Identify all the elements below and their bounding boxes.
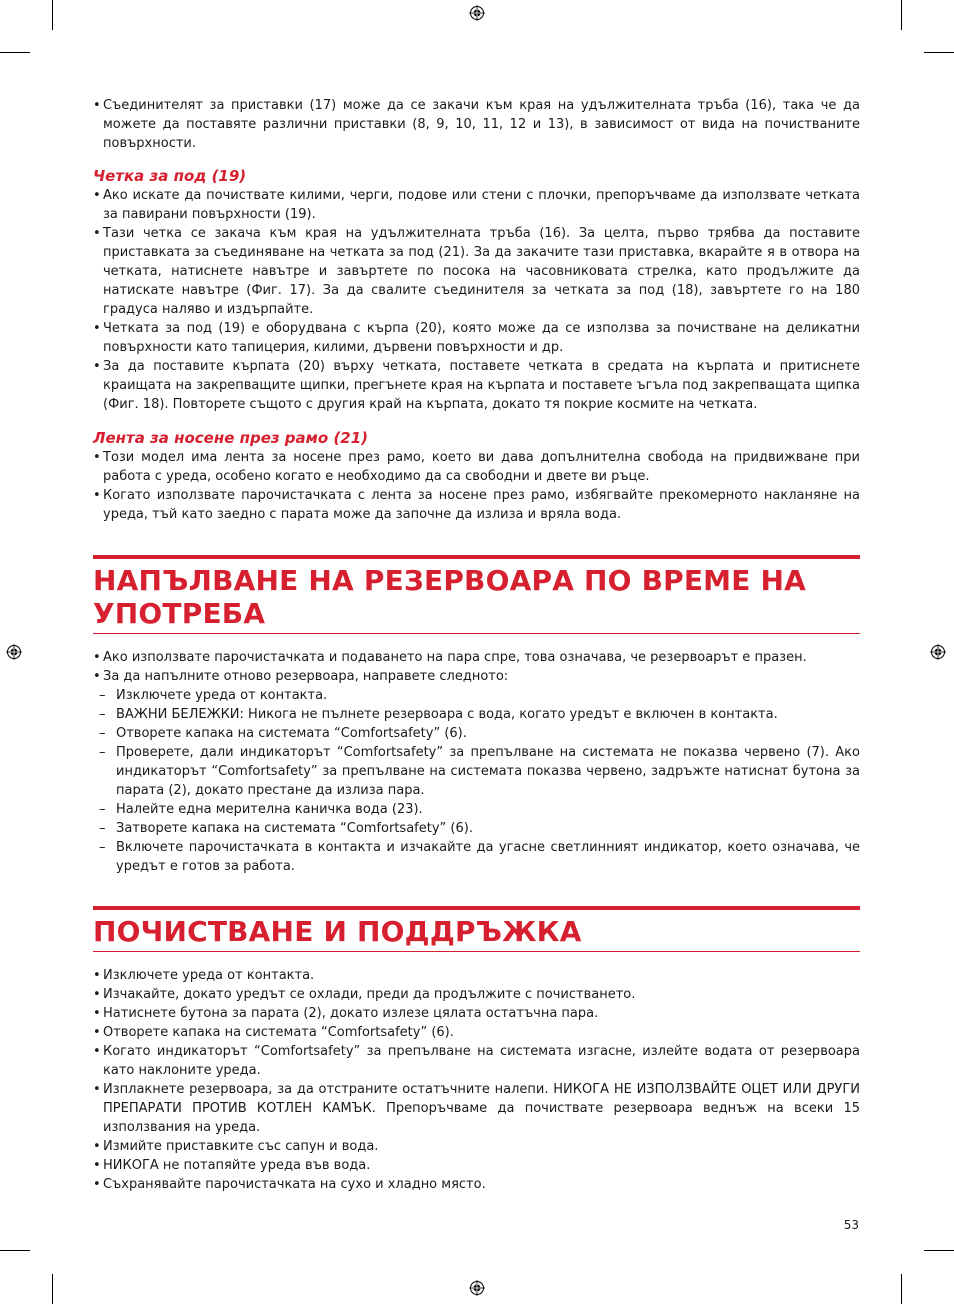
- crop-mark-bottom-right-vertical: [901, 1274, 902, 1304]
- crop-mark-bottom-left-vertical: [52, 1274, 53, 1304]
- crop-mark-top-left-vertical: [52, 0, 53, 30]
- page-number: 53: [843, 1218, 859, 1232]
- shoulder-strap-heading: Лента за носене през рамо (21): [93, 429, 369, 447]
- list-item: • НИКОГА не потапяйте уреда във вода.: [93, 1156, 860, 1175]
- crop-mark-top-right-horizontal: [924, 52, 954, 53]
- refill-steps-list: [93, 686, 860, 876]
- refill-list: [93, 648, 860, 686]
- list-item: • Натиснете бутона за парата (2), докато излезе цялата остатъчна пара.: [93, 1004, 860, 1023]
- step-item: – Проверете, дали индикаторът “Comfortsafety” за препълване на системата не показва червено (7). Ако индикаторът “Comfortsafety” за препълване на системата показва червено, задръжте натиснат бутона за парата (2), докато престане да излиза пара.: [99, 743, 860, 800]
- list-item: • Съхранявайте парочистачката на сухо и хладно място.: [93, 1175, 860, 1194]
- registration-mark-icon: [469, 1280, 485, 1296]
- list-item: • Измийте приставките със сапун и вода.: [93, 1137, 860, 1156]
- crop-mark-bottom-right-horizontal: [924, 1250, 954, 1251]
- step-item: – ВАЖНИ БЕЛЕЖКИ: Никога не пълнете резервоара с вода, когато уредът е включен в контакта.: [99, 705, 860, 724]
- crop-mark-top-left-horizontal: [0, 52, 30, 53]
- list-item: • За да поставите кърпата (20) върху четката, поставете четката в средата на кърпата и притиснете краищата на закрепващите щипки, прегънете края на кърпата и поставете ъгъла под закрепващата щипка (Фиг. 18). Повторете същото с другия край на кърпата, докато тя покрие космите на четката.: [93, 357, 860, 414]
- list-item: • Изчакайте, докато уредът се охлади, преди да продължите с почистването.: [93, 985, 860, 1004]
- step-item: – Налейте една мерителна каничка вода (23).: [99, 800, 860, 819]
- registration-mark-icon: [930, 644, 946, 660]
- list-item: • Отворете капака на системата “Comfortsafety” (6).: [93, 1023, 860, 1042]
- step-item: – Отворете капака на системата “Comfortsafety” (6).: [99, 724, 860, 743]
- crop-mark-top-right-vertical: [901, 0, 902, 30]
- floor-brush-list: [93, 186, 860, 414]
- list-item: • Ако искате да почиствате килими, черги, подове или стени с плочки, препоръчваме да използвате четката за павирани повърхности (19).: [93, 186, 860, 224]
- registration-mark-icon: [469, 5, 485, 21]
- list-item: • Четката за под (19) е оборудвана с кърпа (20), която може да се използва за почистване на деликатни повърхности като тапицерия, килими, дървени повърхности и др.: [93, 319, 860, 357]
- page-content: [93, 96, 860, 1194]
- list-item: • Изключете уреда от контакта.: [93, 966, 860, 985]
- refill-section-heading: НАПЪЛВАНЕ НА РЕЗЕРВОАРА ПО ВРЕМЕ НА УПОТРЕБА: [93, 555, 860, 634]
- list-item: • Този модел има лента за носене през рамо, което ви дава допълнителна свобода на придвижване при работа с уреда, особено когато е необходимо да са свободни и двете ви ръце.: [93, 448, 860, 486]
- list-item: • Съединителят за приставки (17) може да се закачи към края на удължителната тръба (16), така че да можете да поставяте различни приставки (8, 9, 10, 11, 12 и 13), в зависимост от вида на почистваните повърхности.: [93, 96, 860, 153]
- list-item: • Тази четка се закача към края на удължителната тръба (16). За целта, първо трябва да поставите приставката за съединяване на четката за под (21). За да закачите тази приставка, вкарайте я в отвора на четката, натиснете навътре и завъртете по посока на часовниковата стрелка, като продължите да натискате навътре (Фиг. 17). За да свалите съединителя за четката за под (18), завъртете го на 180 градуса наляво и издърпайте.: [93, 224, 860, 319]
- list-item: • Ако използвате парочистачката и подаването на пара спре, това означава, че резервоарът е празен.: [93, 648, 860, 667]
- list-item: • Когато индикаторът “Comfortsafety” за препълване на системата изгасне, излейте водата от резервоара като наклоните уреда.: [93, 1042, 860, 1080]
- list-item: • Когато използвате парочистачката с лента за носене през рамо, избягвайте прекомерното накланяне на уреда, тъй като заедно с парата може да започне да излиза и вряла вода.: [93, 486, 860, 524]
- registration-mark-icon: [6, 644, 22, 660]
- cleaning-section-heading: ПОЧИСТВАНЕ И ПОДДРЪЖКА: [93, 906, 860, 952]
- crop-mark-bottom-left-horizontal: [0, 1250, 30, 1251]
- step-item: – Изключете уреда от контакта.: [99, 686, 860, 705]
- intro-list: [93, 96, 860, 153]
- list-item: • За да напълните отново резервоара, направете следното:: [93, 667, 860, 686]
- cleaning-list: [93, 966, 860, 1194]
- step-item: – Затворете капака на системата “Comfortsafety” (6).: [99, 819, 860, 838]
- shoulder-strap-list: [93, 448, 860, 524]
- step-item: – Включете парочистачката в контакта и изчакайте да угасне светлинният индикатор, което означава, че уредът е готов за работа.: [99, 838, 860, 876]
- floor-brush-heading: Четка за под (19): [93, 167, 247, 185]
- list-item: • Изплакнете резервоара, за да отстраните остатъчните налепи. НИКОГА НЕ ИЗПОЛЗВАЙТЕ ОЦЕТ ИЛИ ДРУГИ ПРЕПАРАТИ ПРОТИВ КОТЛЕН КАМЪК. Препоръчваме да почиствате резервоара веднъж на всеки 15 използвания на уреда.: [93, 1080, 860, 1137]
